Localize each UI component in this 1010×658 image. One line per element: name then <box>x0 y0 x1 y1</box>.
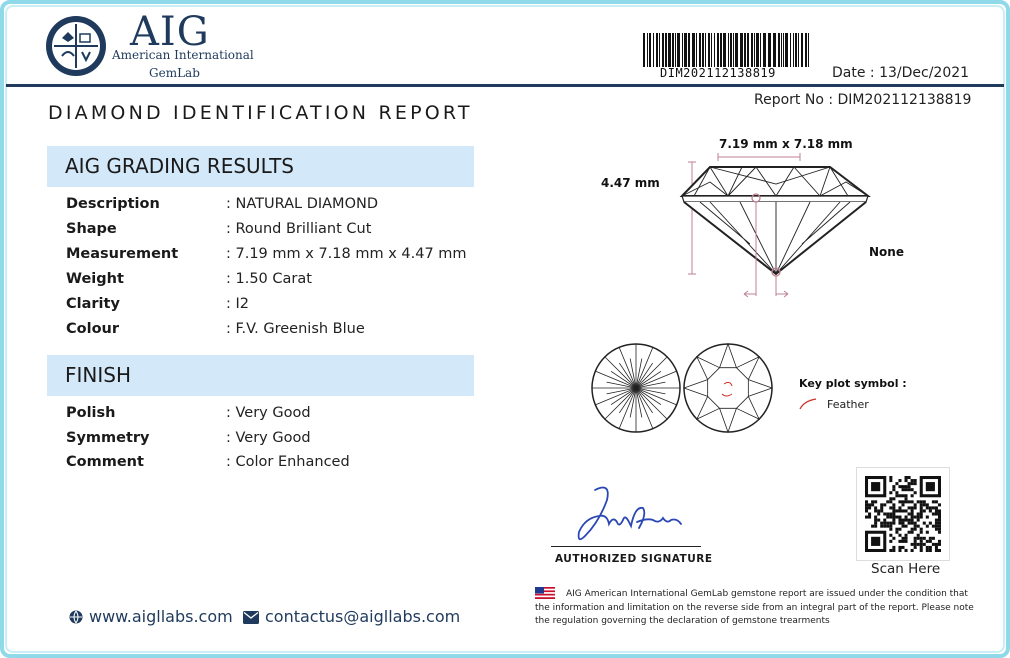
measurement-value: : 7.19 mm x 7.18 mm x 4.47 mm <box>226 246 467 262</box>
depth-dimension-label: 4.47 mm <box>601 176 660 190</box>
comment-value: : Color Enhanced <box>226 454 350 470</box>
grading-heading: AIG GRADING RESULTS <box>65 154 294 178</box>
clarity-value: : I2 <box>226 296 249 312</box>
signature-image <box>551 478 701 546</box>
barcode <box>643 33 813 67</box>
report-number: Report No : DIM202112138819 <box>754 92 972 108</box>
measurement-label: Measurement <box>66 246 179 262</box>
brand-name: AIG <box>130 9 210 55</box>
email-text: contactus@aigllabs.com <box>265 607 461 626</box>
barcode-number: DIM202112138819 <box>660 66 776 80</box>
key-plot-item: Feather <box>827 398 869 411</box>
finish-section-header <box>47 355 474 396</box>
envelope-icon <box>243 611 259 624</box>
diamond-profile-diagram <box>670 150 890 300</box>
signature-label: AUTHORIZED SIGNATURE <box>555 553 713 565</box>
comment-label: Comment <box>66 454 144 470</box>
symmetry-label: Symmetry <box>66 430 150 446</box>
qr-code[interactable] <box>856 467 950 561</box>
clarity-label: Clarity <box>66 296 120 312</box>
aig-logo-icon <box>44 14 108 78</box>
header-divider <box>6 84 1004 87</box>
shape-value: : Round Brilliant Cut <box>226 221 372 237</box>
colour-label: Colour <box>66 321 120 337</box>
description-label: Description <box>66 196 160 212</box>
document-title: DIAMOND IDENTIFICATION REPORT <box>48 102 473 124</box>
brand-subtitle: American International <box>112 48 254 62</box>
crown-plot-diagram <box>682 342 774 434</box>
shape-label: Shape <box>66 221 117 237</box>
email-link[interactable] <box>243 607 460 626</box>
description-value: : NATURAL DIAMOND <box>226 196 378 212</box>
scan-here-label: Scan Here <box>871 561 941 577</box>
brand-subtitle-2: GemLab <box>149 66 200 80</box>
report-date: Date : 13/Dec/2021 <box>832 65 970 81</box>
website-text: www.aigllabs.com <box>89 607 233 626</box>
polish-value: : Very Good <box>226 405 311 421</box>
signature-line <box>551 546 701 547</box>
feather-symbol-icon <box>798 397 820 411</box>
website-link[interactable] <box>69 607 233 626</box>
pavilion-plot-diagram <box>590 342 682 434</box>
finish-heading: FINISH <box>65 363 131 387</box>
width-dimension-label: 7.19 mm x 7.18 mm <box>719 137 853 151</box>
globe-icon <box>69 610 83 624</box>
colour-value: : F.V. Greenish Blue <box>226 321 365 337</box>
key-plot-title: Key plot symbol : <box>799 377 907 390</box>
weight-label: Weight <box>66 271 124 287</box>
polish-label: Polish <box>66 405 116 421</box>
culet-label: None <box>869 245 904 259</box>
grading-section-header <box>47 146 474 187</box>
disclaimer-text: AIG American International GemLab gemstone report are issued under the condition that the information and limitation on the reverse side from an integral part of the report. Please note the regulation governing the declaration of gemstone trearments <box>535 589 974 626</box>
symmetry-value: : Very Good <box>226 430 311 446</box>
weight-value: : 1.50 Carat <box>226 271 312 287</box>
